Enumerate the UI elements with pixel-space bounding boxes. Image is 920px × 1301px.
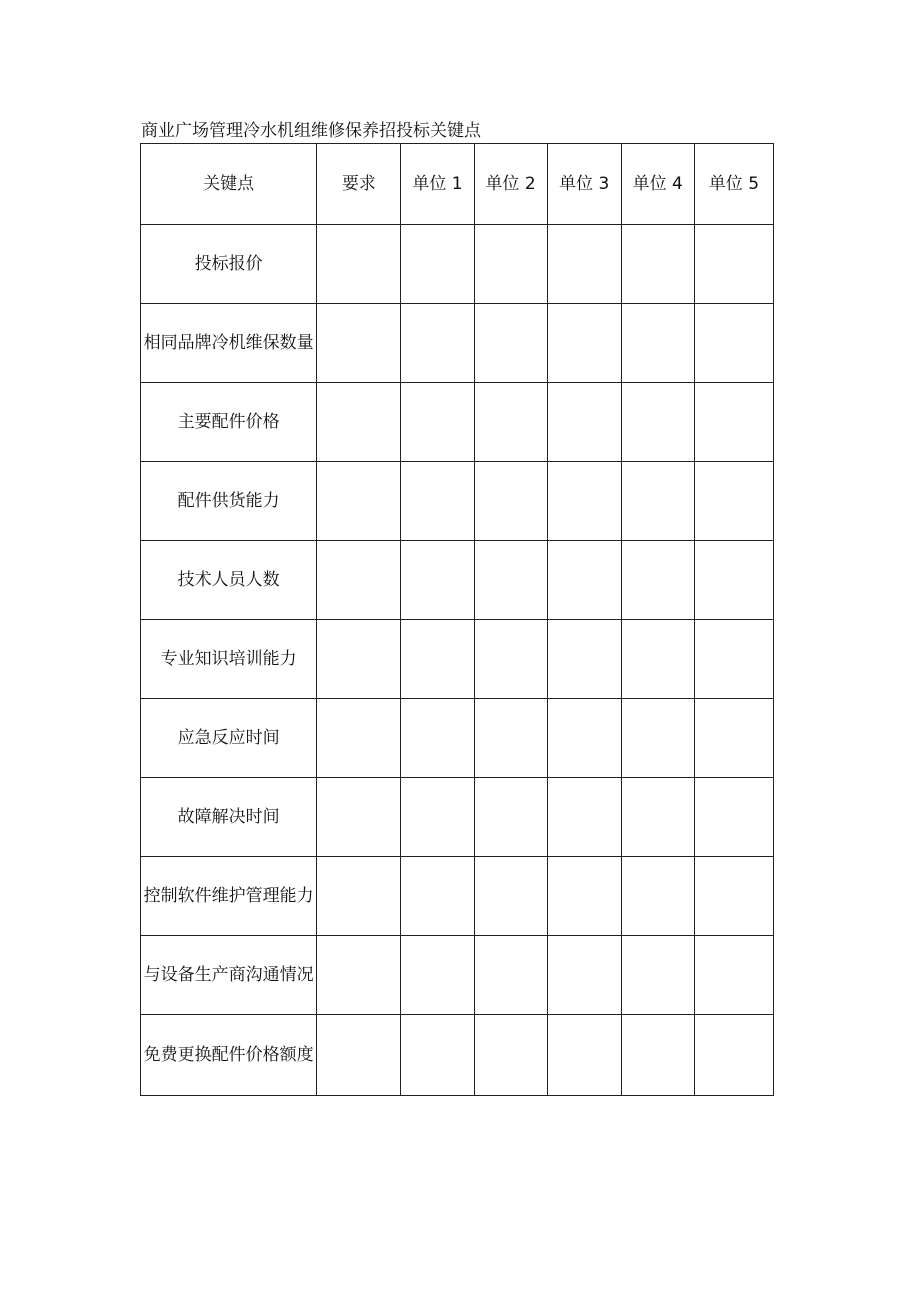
unit-cell — [401, 857, 474, 936]
unit-cell — [547, 857, 621, 936]
table-row — [141, 462, 774, 541]
unit-cell — [474, 699, 547, 778]
unit-cell — [474, 383, 547, 462]
table-row — [141, 1015, 774, 1096]
row-key-point: 控制软件维护管理能力 — [141, 857, 317, 936]
unit-cell — [401, 1015, 474, 1096]
row-key-point: 应急反应时间 — [141, 699, 317, 778]
table-row — [141, 699, 774, 778]
unit-cell — [547, 1015, 621, 1096]
unit-cell — [694, 225, 773, 304]
unit-cell — [401, 936, 474, 1015]
row-key-point: 故障解决时间 — [141, 778, 317, 857]
unit-cell — [621, 304, 694, 383]
unit-cell — [547, 778, 621, 857]
unit-cell — [474, 778, 547, 857]
requirement-cell — [317, 462, 401, 541]
unit-cell — [401, 462, 474, 541]
unit-cell — [621, 225, 694, 304]
row-key-point: 技术人员人数 — [141, 541, 317, 620]
unit-cell — [474, 936, 547, 1015]
unit-cell — [401, 304, 474, 383]
table-row — [141, 857, 774, 936]
unit-cell — [694, 462, 773, 541]
table-row — [141, 304, 774, 383]
unit-cell — [474, 225, 547, 304]
unit-cell — [547, 462, 621, 541]
requirement-cell — [317, 857, 401, 936]
row-key-point: 相同品牌冷机维保数量 — [141, 304, 317, 383]
unit-cell — [621, 1015, 694, 1096]
unit-cell — [694, 620, 773, 699]
unit-cell — [694, 304, 773, 383]
unit-cell — [621, 541, 694, 620]
table-row — [141, 778, 774, 857]
unit-cell — [401, 383, 474, 462]
unit-cell — [547, 541, 621, 620]
unit-cell — [621, 699, 694, 778]
row-key-point: 免费更换配件价格额度 — [141, 1015, 317, 1096]
row-key-point: 专业知识培训能力 — [141, 620, 317, 699]
unit-cell — [401, 778, 474, 857]
unit-cell — [474, 620, 547, 699]
row-key-point: 投标报价 — [141, 225, 317, 304]
unit-cell — [401, 541, 474, 620]
unit-cell — [401, 620, 474, 699]
requirement-cell — [317, 225, 401, 304]
header-unit-1: 单位 1 — [401, 144, 474, 225]
requirement-cell — [317, 778, 401, 857]
unit-cell — [474, 1015, 547, 1096]
row-key-point: 配件供货能力 — [141, 462, 317, 541]
row-key-point: 与设备生产商沟通情况 — [141, 936, 317, 1015]
unit-cell — [474, 304, 547, 383]
header-key-point: 关键点 — [141, 144, 317, 225]
unit-cell — [621, 383, 694, 462]
unit-cell — [547, 304, 621, 383]
unit-cell — [547, 936, 621, 1015]
unit-cell — [694, 541, 773, 620]
unit-cell — [694, 936, 773, 1015]
header-unit-4: 单位 4 — [621, 144, 694, 225]
unit-cell — [621, 778, 694, 857]
unit-cell — [547, 620, 621, 699]
table-row — [141, 936, 774, 1015]
header-requirement: 要求 — [317, 144, 401, 225]
unit-cell — [694, 778, 773, 857]
unit-cell — [474, 462, 547, 541]
document-title: 商业广场管理冷水机组维修保养招投标关键点 — [141, 121, 481, 141]
unit-cell — [694, 699, 773, 778]
unit-cell — [547, 225, 621, 304]
unit-cell — [694, 1015, 773, 1096]
requirement-cell — [317, 936, 401, 1015]
requirement-cell — [317, 1015, 401, 1096]
header-unit-3: 单位 3 — [547, 144, 621, 225]
key-points-table — [140, 143, 774, 1096]
unit-cell — [547, 383, 621, 462]
table-row — [141, 620, 774, 699]
requirement-cell — [317, 541, 401, 620]
unit-cell — [401, 225, 474, 304]
unit-cell — [621, 936, 694, 1015]
requirement-cell — [317, 383, 401, 462]
header-unit-5: 单位 5 — [694, 144, 773, 225]
requirement-cell — [317, 699, 401, 778]
table-row — [141, 383, 774, 462]
unit-cell — [547, 699, 621, 778]
unit-cell — [474, 857, 547, 936]
table-row — [141, 541, 774, 620]
unit-cell — [401, 699, 474, 778]
unit-cell — [621, 462, 694, 541]
requirement-cell — [317, 304, 401, 383]
unit-cell — [621, 857, 694, 936]
table-header-row — [141, 144, 774, 225]
table-row — [141, 225, 774, 304]
header-unit-2: 单位 2 — [474, 144, 547, 225]
unit-cell — [474, 541, 547, 620]
unit-cell — [694, 857, 773, 936]
unit-cell — [621, 620, 694, 699]
row-key-point: 主要配件价格 — [141, 383, 317, 462]
requirement-cell — [317, 620, 401, 699]
unit-cell — [694, 383, 773, 462]
